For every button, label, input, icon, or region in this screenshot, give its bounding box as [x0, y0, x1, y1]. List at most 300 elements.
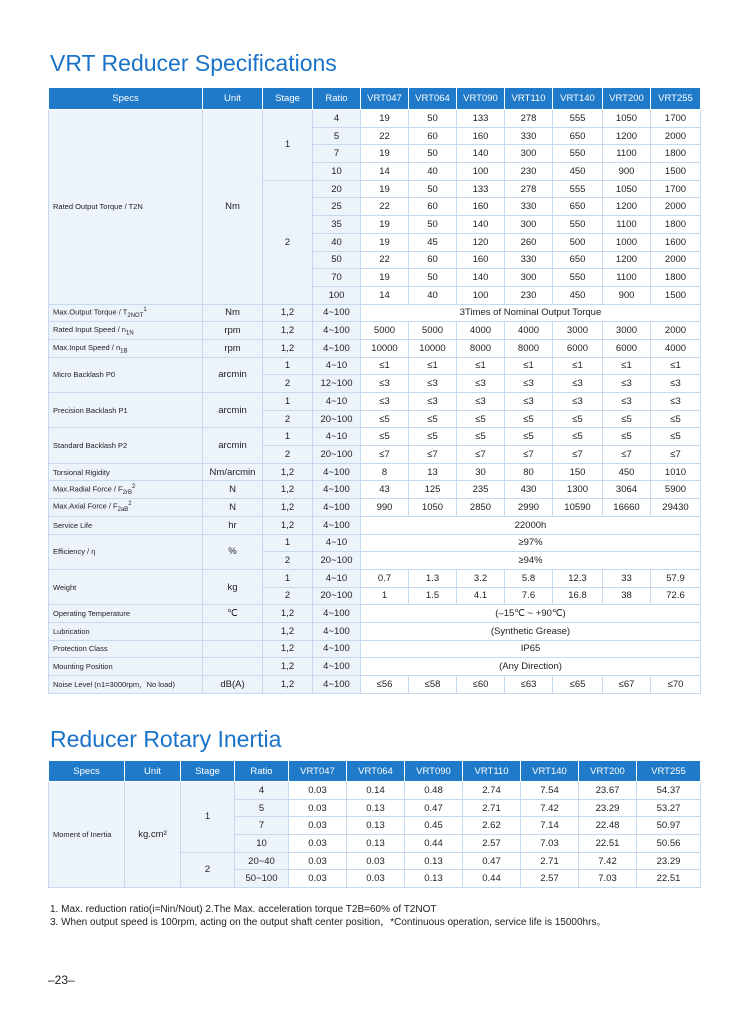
ratio-cell: 4 [313, 110, 361, 128]
value-cell: ≤65 [553, 676, 603, 694]
spec-label-subscript: 2NOT [127, 312, 144, 319]
value-cell: 5900 [651, 481, 701, 499]
value-cell: 19 [361, 216, 409, 234]
value-cell: 14 [361, 286, 409, 304]
table-row [49, 640, 701, 658]
column-header: VRT255 [651, 88, 701, 110]
unit-cell: Nm [203, 110, 263, 305]
value-cell: 4000 [651, 339, 701, 357]
stage-cell: 2 [263, 180, 313, 304]
ratio-cell: 4~100 [313, 605, 361, 623]
value-cell: 160 [457, 127, 505, 145]
value-cell: 19 [361, 180, 409, 198]
value-cell: 133 [457, 110, 505, 128]
value-cell: ≤3 [553, 393, 603, 411]
ratio-cell: 4~100 [313, 676, 361, 694]
value-cell: 57.9 [651, 569, 701, 587]
table-row [49, 357, 701, 375]
value-cell: 2.57 [521, 870, 579, 888]
table-row [49, 516, 701, 534]
value-cell: 3000 [553, 322, 603, 340]
value-cell: 0.47 [463, 852, 521, 870]
stage-cell: 2 [181, 852, 235, 887]
stage-cell: 1,2 [263, 605, 313, 623]
value-cell: 0.44 [405, 835, 463, 853]
stage-cell: 1,2 [263, 322, 313, 340]
value-cell: 19 [361, 233, 409, 251]
ratio-cell: 4~10 [313, 393, 361, 411]
value-cell: 1.5 [409, 587, 457, 605]
value-cell: 3000 [603, 322, 651, 340]
table-row [49, 428, 701, 446]
value-cell: 0.03 [289, 870, 347, 888]
value-cell: 300 [505, 269, 553, 287]
value-cell: ≤3 [457, 375, 505, 393]
value-cell: 550 [553, 216, 603, 234]
spec-label-text: Rated Input Speed / n [53, 324, 126, 334]
value-cell: 19 [361, 110, 409, 128]
spec-label: Lubrication [49, 622, 203, 640]
ratio-cell: 5 [313, 127, 361, 145]
ratio-cell: 4~100 [313, 339, 361, 357]
value-cell: 230 [505, 163, 553, 181]
column-header: VRT200 [603, 88, 651, 110]
value-cell: 50 [409, 269, 457, 287]
value-cell: 60 [409, 127, 457, 145]
value-cell: ≤58 [409, 676, 457, 694]
value-cell: 650 [553, 198, 603, 216]
value-cell: ≤3 [409, 393, 457, 411]
value-cell: 0.47 [405, 799, 463, 817]
value-cell: 3064 [603, 481, 651, 499]
value-cell: ≤5 [603, 410, 651, 428]
value-cell: ≤3 [361, 375, 409, 393]
ratio-cell: 20 [313, 180, 361, 198]
value-cell: ≤3 [553, 375, 603, 393]
value-cell: 650 [553, 127, 603, 145]
column-header: VRT047 [361, 88, 409, 110]
value-cell: 1800 [651, 269, 701, 287]
spec-label-text: Max.Axial Force / F [53, 501, 118, 511]
value-cell: 300 [505, 216, 553, 234]
value-cell: 0.03 [289, 852, 347, 870]
column-header: Specs [49, 88, 203, 110]
column-header: Unit [203, 88, 263, 110]
value-cell: 22 [361, 251, 409, 269]
spec-header-row [49, 88, 701, 110]
value-cell: 0.7 [361, 569, 409, 587]
value-cell: ≤1 [651, 357, 701, 375]
column-header: VRT200 [579, 761, 637, 782]
value-cell: 7.03 [521, 835, 579, 853]
value-cell: 7.03 [579, 870, 637, 888]
stage-cell: 1 [263, 534, 313, 552]
value-cell: 1200 [603, 127, 651, 145]
value-cell: 1050 [603, 110, 651, 128]
page-title: VRT Reducer Specifications [50, 50, 337, 76]
value-cell: 1000 [603, 233, 651, 251]
column-header: Stage [263, 88, 313, 110]
value-cell: 8000 [505, 339, 553, 357]
value-cell: 29430 [651, 499, 701, 517]
spec-label: Weight [49, 569, 203, 604]
value-cell: 0.44 [463, 870, 521, 888]
value-cell: 100 [457, 163, 505, 181]
ratio-cell: 10 [235, 835, 289, 853]
ratio-cell: 7 [313, 145, 361, 163]
ratio-cell: 100 [313, 286, 361, 304]
value-cell: 2000 [651, 127, 701, 145]
merged-value-cell: ≥97% [361, 534, 701, 552]
value-cell: 1200 [603, 251, 651, 269]
spec-label-text: Max.Output Torque / T [53, 307, 128, 317]
value-cell: 5000 [361, 322, 409, 340]
value-cell: 0.13 [405, 870, 463, 888]
value-cell: 10590 [553, 499, 603, 517]
table-row [49, 534, 701, 552]
table-row [49, 393, 701, 411]
value-cell: 40 [409, 163, 457, 181]
spec-label [49, 499, 203, 517]
value-cell: 16660 [603, 499, 651, 517]
inertia-title: Reducer Rotary Inertia [50, 726, 282, 752]
value-cell: 50 [409, 110, 457, 128]
ratio-cell: 50~100 [235, 870, 289, 888]
spec-label [49, 481, 203, 499]
value-cell: 125 [409, 481, 457, 499]
unit-cell: arcmin [203, 357, 263, 392]
column-header: VRT064 [409, 88, 457, 110]
unit-cell: rpm [203, 322, 263, 340]
unit-cell: kg.cm² [125, 782, 181, 888]
value-cell: 50.56 [637, 835, 701, 853]
column-header: Specs [49, 761, 125, 782]
merged-value-cell: 22000h [361, 516, 701, 534]
ratio-cell: 5 [235, 799, 289, 817]
table-row [49, 463, 701, 481]
value-cell: 0.03 [289, 799, 347, 817]
value-cell: 550 [553, 145, 603, 163]
value-cell: ≤3 [505, 393, 553, 411]
unit-cell: hr [203, 516, 263, 534]
value-cell: 60 [409, 251, 457, 269]
stage-cell: 2 [263, 552, 313, 570]
value-cell: ≤5 [651, 428, 701, 446]
value-cell: 13 [409, 463, 457, 481]
value-cell: 2.57 [463, 835, 521, 853]
value-cell: ≤1 [505, 357, 553, 375]
value-cell: 330 [505, 198, 553, 216]
value-cell: ≤7 [457, 446, 505, 464]
value-cell: 2.62 [463, 817, 521, 835]
value-cell: 278 [505, 180, 553, 198]
column-header: VRT255 [637, 761, 701, 782]
value-cell: 19 [361, 145, 409, 163]
ratio-cell: 20~40 [235, 852, 289, 870]
value-cell: 555 [553, 110, 603, 128]
value-cell: 900 [603, 163, 651, 181]
value-cell: ≤70 [651, 676, 701, 694]
spec-label: Rated Output Torque / T2N [49, 110, 203, 305]
table-row [49, 605, 701, 623]
stage-cell: 1,2 [263, 622, 313, 640]
value-cell: 5.8 [505, 569, 553, 587]
value-cell: 120 [457, 233, 505, 251]
value-cell: ≤56 [361, 676, 409, 694]
spec-label: Moment of Inertia [49, 782, 125, 888]
stage-cell: 1,2 [263, 676, 313, 694]
stage-cell: 1 [263, 428, 313, 446]
stage-cell: 1,2 [263, 339, 313, 357]
spec-label: Operating Temperature [49, 605, 203, 623]
value-cell: 1100 [603, 269, 651, 287]
spec-label-subscript: 2aB [117, 507, 129, 514]
value-cell: 10000 [361, 339, 409, 357]
value-cell: 450 [553, 286, 603, 304]
spec-label-subscript: 1N [125, 330, 134, 337]
value-cell: 260 [505, 233, 553, 251]
value-cell: 1700 [651, 110, 701, 128]
spec-label-text: Max.Input Speed / n [53, 342, 121, 352]
value-cell: 10000 [409, 339, 457, 357]
merged-value-cell: (–15℃ ~ +90℃) [361, 605, 701, 623]
ratio-cell: 4~10 [313, 569, 361, 587]
column-header: Unit [125, 761, 181, 782]
ratio-cell: 35 [313, 216, 361, 234]
value-cell: 23.29 [579, 799, 637, 817]
value-cell: 4.1 [457, 587, 505, 605]
value-cell: 2000 [651, 322, 701, 340]
table-row [49, 499, 701, 517]
value-cell: 1800 [651, 145, 701, 163]
value-cell: ≤3 [505, 375, 553, 393]
value-cell: 278 [505, 110, 553, 128]
stage-cell: 1 [263, 110, 313, 181]
value-cell: 2850 [457, 499, 505, 517]
unit-cell: Nm/arcmin [203, 463, 263, 481]
value-cell: 430 [505, 481, 553, 499]
value-cell: ≤7 [603, 446, 651, 464]
value-cell: 0.13 [347, 835, 405, 853]
spec-label-superscript: 1 [143, 306, 147, 313]
ratio-cell: 12~100 [313, 375, 361, 393]
value-cell: ≤5 [651, 410, 701, 428]
stage-cell: 1,2 [263, 516, 313, 534]
ratio-cell: 4~100 [313, 658, 361, 676]
value-cell: 500 [553, 233, 603, 251]
stage-cell: 1,2 [263, 658, 313, 676]
ratio-cell: 20~100 [313, 587, 361, 605]
value-cell: 33 [603, 569, 651, 587]
spec-label [49, 339, 203, 357]
value-cell: 0.14 [347, 782, 405, 800]
value-cell: 990 [361, 499, 409, 517]
ratio-cell: 70 [313, 269, 361, 287]
stage-cell: 1,2 [263, 463, 313, 481]
ratio-cell: 50 [313, 251, 361, 269]
value-cell: 7.42 [521, 799, 579, 817]
value-cell: 1.3 [409, 569, 457, 587]
value-cell: 22.51 [637, 870, 701, 888]
ratio-cell: 4~100 [313, 463, 361, 481]
value-cell: 80 [505, 463, 553, 481]
value-cell: ≤63 [505, 676, 553, 694]
column-header: VRT047 [289, 761, 347, 782]
stage-cell: 1,2 [263, 499, 313, 517]
value-cell: 1300 [553, 481, 603, 499]
unit-cell: N [203, 481, 263, 499]
stage-cell: 1 [263, 569, 313, 587]
value-cell: 22.48 [579, 817, 637, 835]
value-cell: 1 [361, 587, 409, 605]
column-header: Stage [181, 761, 235, 782]
value-cell: 3.2 [457, 569, 505, 587]
value-cell: 900 [603, 286, 651, 304]
value-cell: 7.54 [521, 782, 579, 800]
value-cell: 2.71 [521, 852, 579, 870]
spec-label: Torsional Rigidity [49, 463, 203, 481]
value-cell: ≤5 [361, 410, 409, 428]
value-cell: 45 [409, 233, 457, 251]
stage-cell: 1 [263, 393, 313, 411]
ratio-cell: 4~100 [313, 322, 361, 340]
spec-label: Mounting Position [49, 658, 203, 676]
value-cell: ≤5 [457, 428, 505, 446]
spec-label-superscript: 2 [131, 483, 136, 490]
value-cell: ≤3 [457, 393, 505, 411]
value-cell: 7.6 [505, 587, 553, 605]
ratio-cell: 4 [235, 782, 289, 800]
footnote-line: 3. When output speed is 100rpm, acting on the output shaft center position，*Continuous operation, service life is 15000hrs。 [50, 917, 607, 928]
value-cell: 0.03 [289, 782, 347, 800]
value-cell: 53.27 [637, 799, 701, 817]
value-cell: 0.45 [405, 817, 463, 835]
unit-cell: dB(A) [203, 676, 263, 694]
value-cell: 140 [457, 145, 505, 163]
ratio-cell: 20~100 [313, 410, 361, 428]
value-cell: 50 [409, 145, 457, 163]
value-cell: ≤7 [361, 446, 409, 464]
ratio-cell: 4~100 [313, 499, 361, 517]
value-cell: 0.13 [347, 817, 405, 835]
column-header: VRT140 [553, 88, 603, 110]
value-cell: ≤5 [409, 428, 457, 446]
merged-value-cell: (Synthetic Grease) [361, 622, 701, 640]
value-cell: ≤5 [505, 428, 553, 446]
column-header: VRT110 [505, 88, 553, 110]
column-header: Ratio [235, 761, 289, 782]
column-header: VRT090 [405, 761, 463, 782]
value-cell: 1010 [651, 463, 701, 481]
value-cell: 0.48 [405, 782, 463, 800]
value-cell: ≤3 [651, 375, 701, 393]
stage-cell: 2 [263, 446, 313, 464]
unit-cell: % [203, 534, 263, 569]
value-cell: ≤5 [603, 428, 651, 446]
ratio-cell: 20~100 [313, 446, 361, 464]
footnotes [50, 903, 606, 929]
spec-label: Precision Backlash P1 [49, 393, 203, 428]
ratio-cell: 4~100 [313, 304, 361, 322]
stage-cell: 2 [263, 410, 313, 428]
value-cell: ≤1 [361, 357, 409, 375]
value-cell: 0.03 [347, 870, 405, 888]
value-cell: 50 [409, 216, 457, 234]
value-cell: 6000 [603, 339, 651, 357]
value-cell: ≤1 [603, 357, 651, 375]
table-row [49, 339, 701, 357]
value-cell: ≤3 [603, 393, 651, 411]
value-cell: 150 [553, 463, 603, 481]
value-cell: 550 [553, 269, 603, 287]
value-cell: 1700 [651, 180, 701, 198]
value-cell: 23.29 [637, 852, 701, 870]
value-cell: ≤67 [603, 676, 651, 694]
stage-cell: 1,2 [263, 481, 313, 499]
value-cell: 160 [457, 251, 505, 269]
value-cell: ≤60 [457, 676, 505, 694]
column-header: VRT064 [347, 761, 405, 782]
stage-cell: 1 [181, 782, 235, 853]
value-cell: ≤3 [603, 375, 651, 393]
value-cell: 140 [457, 269, 505, 287]
value-cell: 1100 [603, 216, 651, 234]
value-cell: 12.3 [553, 569, 603, 587]
value-cell: 650 [553, 251, 603, 269]
value-cell: ≤3 [361, 393, 409, 411]
column-header: VRT090 [457, 88, 505, 110]
value-cell: 50.97 [637, 817, 701, 835]
spec-label: Service Life [49, 516, 203, 534]
value-cell: 4000 [457, 322, 505, 340]
value-cell: ≤5 [505, 410, 553, 428]
value-cell: 14 [361, 163, 409, 181]
value-cell: 1050 [409, 499, 457, 517]
value-cell: 19 [361, 269, 409, 287]
value-cell: 60 [409, 198, 457, 216]
table-row [49, 110, 701, 128]
value-cell: 22.51 [579, 835, 637, 853]
value-cell: 133 [457, 180, 505, 198]
value-cell: 330 [505, 127, 553, 145]
value-cell: 54.37 [637, 782, 701, 800]
value-cell: 8000 [457, 339, 505, 357]
value-cell: ≤5 [361, 428, 409, 446]
value-cell: 450 [553, 163, 603, 181]
value-cell: ≤3 [651, 393, 701, 411]
value-cell: 1200 [603, 198, 651, 216]
value-cell: ≤5 [553, 428, 603, 446]
value-cell: 38 [603, 587, 651, 605]
value-cell: 1500 [651, 286, 701, 304]
value-cell: 4000 [505, 322, 553, 340]
value-cell: 2990 [505, 499, 553, 517]
value-cell: 1500 [651, 163, 701, 181]
value-cell: ≤3 [409, 375, 457, 393]
merged-value-cell: 3Times of Nominal Output Torque [361, 304, 701, 322]
table-row [49, 481, 701, 499]
value-cell: 2000 [651, 198, 701, 216]
page-number: –23– [48, 973, 75, 987]
specifications-table [48, 87, 701, 694]
ratio-cell: 20~100 [313, 552, 361, 570]
value-cell: 1600 [651, 233, 701, 251]
value-cell: 22 [361, 198, 409, 216]
value-cell: 2000 [651, 251, 701, 269]
value-cell: ≤5 [457, 410, 505, 428]
merged-value-cell: (Any Direction) [361, 658, 701, 676]
value-cell: ≤7 [505, 446, 553, 464]
